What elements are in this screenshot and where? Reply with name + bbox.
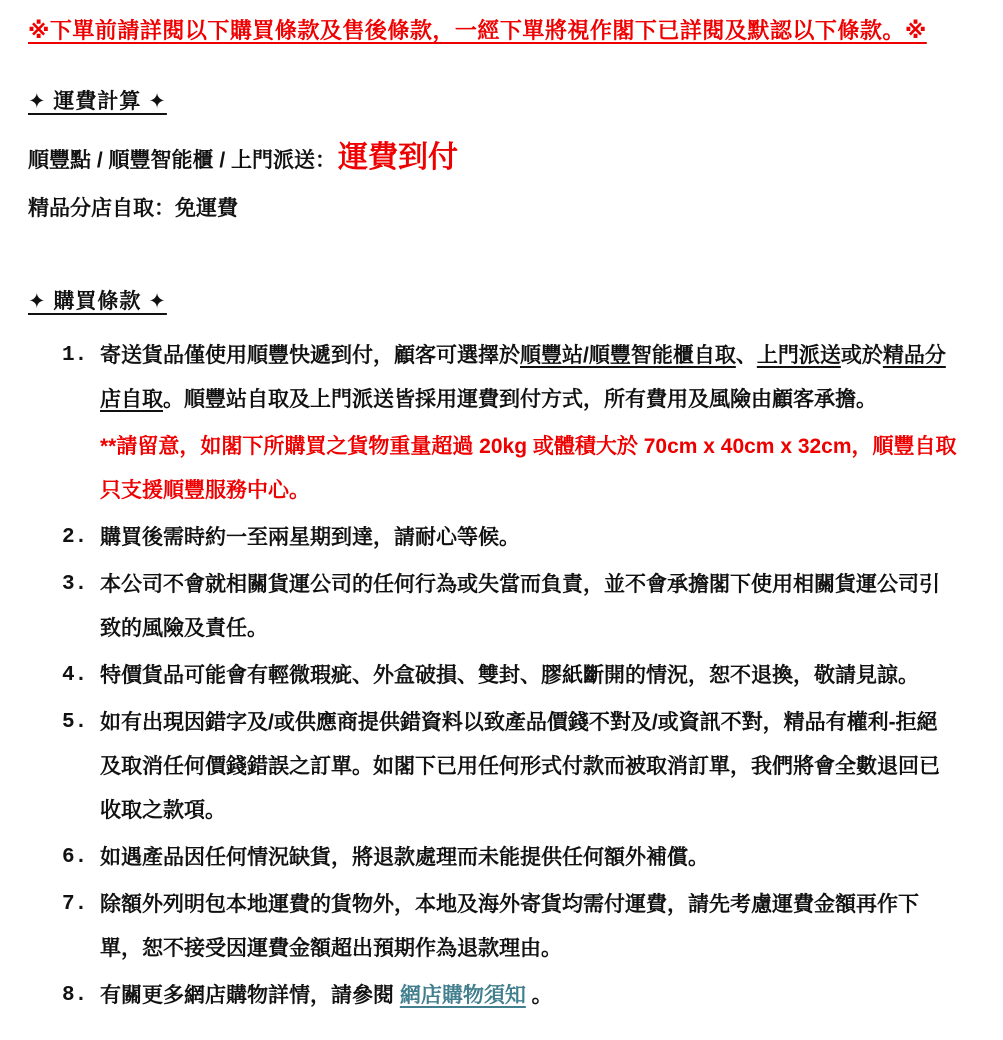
item-number-1: 1. xyxy=(62,344,88,367)
term-item-6-text: 如遇產品因任何情況缺貨，將退款處理而未能提供任何額外補償。 xyxy=(100,846,709,869)
term-item-7 xyxy=(62,883,973,971)
term-1-seg-1: 寄送貨品僅使用順豐快遞到付，顧客可選擇於 xyxy=(100,344,520,367)
shipping-methods-line xyxy=(28,138,973,181)
shipping-fee-heading: ✦ 運費計算 ✦ xyxy=(28,90,167,113)
term-item-4-text: 特價貨品可能會有輕微瑕疵、外盒破損、雙封、膠紙斷開的情況，恕不退換，敬請見諒。 xyxy=(100,664,919,687)
item-number-8: 8. xyxy=(62,984,88,1007)
weight-size-limit-note: **請留意，如閣下所購買之貨物重量超過 20kg 或體積大於 70cm x 40cm x 32cm，順豐自取只支援順豐服務中心。 xyxy=(100,435,957,502)
door-delivery-underline: 上門派送 xyxy=(756,344,841,367)
item-number-4: 4. xyxy=(62,664,88,687)
online-shop-guide-link[interactable]: 網店購物須知 xyxy=(399,984,526,1007)
term-item-6 xyxy=(62,836,973,880)
sf-station-locker-pickup-underline: 順豐站/順豐智能櫃自取 xyxy=(520,344,736,367)
shipping-methods-label: 順豐點 / 順豐智能櫃 / 上門派送： xyxy=(28,149,337,172)
term-1-seg-3: 或於 xyxy=(840,344,883,367)
term-item-1 xyxy=(62,334,973,513)
freight-collect-value: 運費到付 xyxy=(338,141,459,174)
term-item-8 xyxy=(62,974,973,1018)
pre-order-notice: ※下單前請詳閱以下購買條款及售後條款，一經下單將視作閣下已詳閱及默認以下條款。※ xyxy=(28,18,927,43)
term-1-seg-4: 。順豐站自取及上門派送皆採用運費到付方式，所有費用及風險由顧客承擔。 xyxy=(163,388,877,411)
term-item-3-text: 本公司不會就相關貨運公司的任何行為或失當而負責，並不會承擔閣下使用相關貨運公司引致的風險及責任。 xyxy=(100,573,940,640)
term-8-post: 。 xyxy=(525,984,553,1007)
terms-list xyxy=(28,334,973,1018)
purchase-terms-heading: ✦ 購買條款 ✦ xyxy=(28,290,167,313)
item-number-3: 3. xyxy=(62,573,88,596)
term-item-5 xyxy=(62,701,973,833)
term-1-seg-2: 、 xyxy=(735,344,757,367)
term-item-4 xyxy=(62,654,973,698)
item-number-2: 2. xyxy=(62,526,88,549)
term-8-pre: 有關更多網店購物詳情，請參閱 xyxy=(100,984,400,1007)
store-pickup-line: 精品分店自取：免運費 xyxy=(28,197,238,220)
item-number-5: 5. xyxy=(62,711,88,734)
term-item-1-text xyxy=(100,334,958,422)
store-pickup-underline: 精品分店自取 xyxy=(100,344,946,411)
item-number-7: 7. xyxy=(62,893,88,916)
term-item-5-text: 如有出現因錯字及/或供應商提供錯資料以致產品價錢不對及/或資訊不對，精品有權利-拒絕及取消任何價錢錯誤之訂單。如閣下已用任何形式付款而被取消訂單，我們將會全數退回已收取之款項。 xyxy=(100,711,940,822)
term-item-2 xyxy=(62,516,973,560)
terms-page xyxy=(0,16,1003,1018)
term-item-2-text: 購買後需時約一至兩星期到達，請耐心等候。 xyxy=(100,526,520,549)
term-item-8-text xyxy=(100,974,958,1018)
term-item-3 xyxy=(62,563,973,651)
term-item-7-text: 除額外列明包本地運費的貨物外，本地及海外寄貨均需付運費，請先考慮運費金額再作下單，恕不接受因運費金額超出預期作為退款理由。 xyxy=(100,893,919,960)
item-number-6: 6. xyxy=(62,846,88,869)
